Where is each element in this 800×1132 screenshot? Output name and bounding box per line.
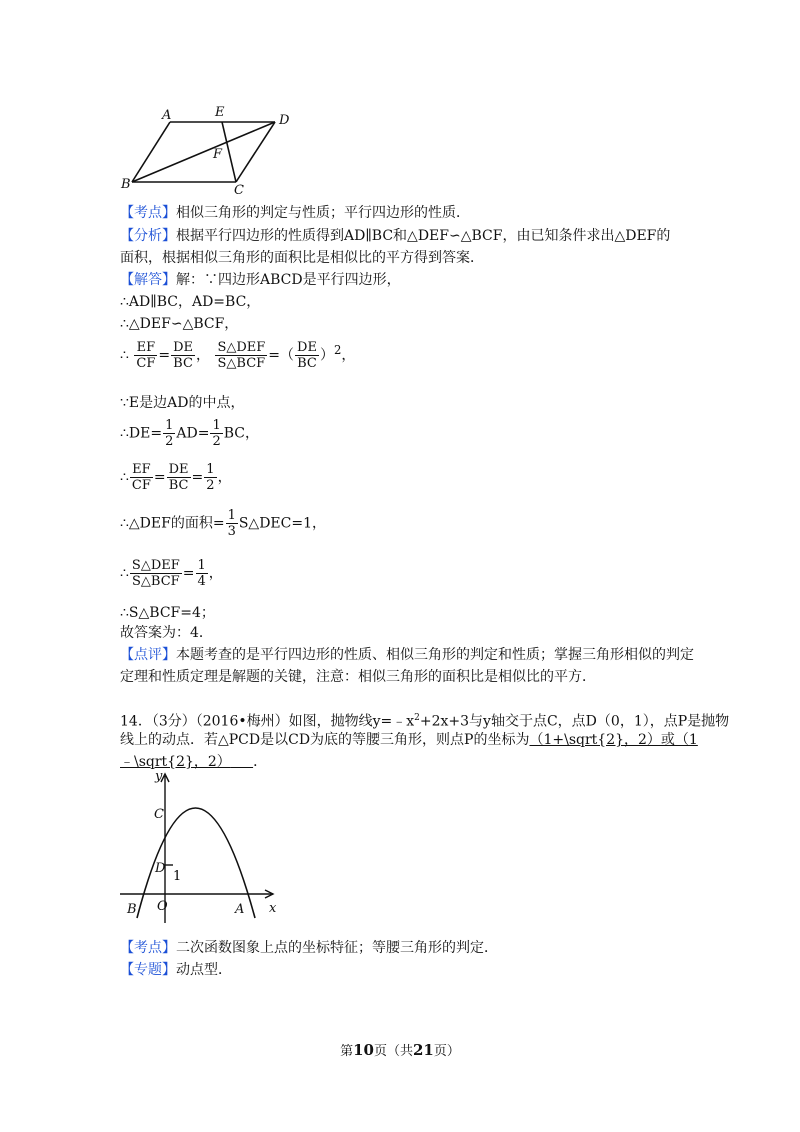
step-1: ∴AD∥BC，AD=BC， [120, 294, 261, 310]
q14-line3: ﹣\sqrt{2}，2） ． [120, 754, 268, 770]
label-B: B [121, 177, 131, 192]
page-total: 21 [413, 1041, 434, 1059]
fenxi-text1: 根据平行四边形的性质得到AD∥BC和△DEF∽△BCF，由已知条件求出△DEF的 [176, 228, 671, 244]
kaodian-tag: 【考点】 [120, 205, 176, 221]
label-A: A [162, 108, 172, 123]
label-one: 1 [173, 869, 182, 884]
frac-de-bc: $\frac{DE}{BC}$ [173, 340, 193, 372]
step-5: ∴DE= $\frac{1}{2}$ AD= $\frac{1}{2}$ BC， [120, 418, 259, 449]
q14-answer-part1: （1+\sqrt{2}，2）或（1 [529, 732, 698, 748]
kaodian-1 [120, 203, 470, 223]
frac-ef-cf: $\frac{EF}{CF}$ [136, 340, 156, 372]
dianping-line2: 定理和性质定理是解题的关键，注意：相似三角形的面积比是相似比的平方． [120, 669, 596, 685]
step-9: ∴S△BCF=4； [120, 605, 215, 621]
step-7: ∴△DEF的面积= $\frac{1}{3}$ S△DEC=1， [120, 508, 326, 539]
square-exponent: 2 [333, 343, 342, 357]
label-B: B [127, 902, 137, 917]
frac-de-bc-2: $\frac{DE}{BC}$ [297, 340, 317, 372]
q14-answer-part2: ﹣\sqrt{2}，2） [120, 754, 231, 770]
axis-label-x: x [269, 901, 277, 916]
jieda-tag: 【解答】 [120, 272, 176, 288]
answer-line: 故答案为：4． [120, 625, 213, 641]
page-footer: 第10页（共21页） [340, 1041, 460, 1059]
frac-half-1: $\frac{1}{2}$ [165, 418, 174, 449]
step-6: ∴ $\frac{EF}{CF}$ = $\frac{DE}{BC}$ = $\frac{1}{2}$ ， [120, 462, 232, 493]
frac-s-def-s-bcf: $\frac{\text{S△DEF}}{\text{S△BCF}}$ [217, 340, 266, 372]
kaodian-text: 相似三角形的判定与性质；平行四边形的性质． [176, 205, 470, 221]
jieda-line [120, 270, 401, 290]
label-C: C [154, 807, 164, 822]
label-A: A [235, 902, 245, 917]
parabola-figure [115, 768, 285, 928]
frac-third: $\frac{1}{3}$ [227, 508, 236, 539]
step-3: ∴ $\frac{EF}{CF}$ = $\frac{DE}{BC}$ ， $\frac{\text{S△DEF}}{\text{S△BCF}}$ =（ $\frac{DE}{BC}$ ）$^2$， [120, 340, 356, 372]
frac-quarter: $\frac{1}{4}$ [197, 558, 206, 589]
label-D: D [279, 113, 290, 128]
step-2: ∴△DEF∽△BCF， [120, 316, 239, 332]
page-number: 10 [353, 1041, 374, 1059]
therefore: ∴ [120, 347, 129, 364]
dianping-line1: 【点评】本题考查的是平行四边形的性质、相似三角形的判定和性质；掌握三角形相似的判定 [120, 647, 694, 663]
label-O: O [157, 899, 168, 914]
axis-label-y: y [155, 769, 163, 784]
q14-line2: 线上的动点．若△PCD是以CD为底的等腰三角形，则点P的坐标为（1+\sqrt{2}，2）或（1 [120, 732, 698, 748]
label-D: D [155, 861, 166, 876]
step-4: ∵E是边AD的中点， [120, 395, 245, 411]
q14-line1: 14．（3分）（2016•梅州）如图，抛物线$y=﹣x^2+2x+3$与y轴交于点C，点D（0，1），点P是抛物 [120, 713, 730, 730]
label-C: C [234, 183, 244, 195]
jieda-text: 解：∵四边形ABCD是平行四边形， [176, 272, 401, 288]
step-8: ∴ $\frac{\text{S△DEF}}{\text{S△BCF}}$ = $\frac{1}{4}$ ， [120, 558, 223, 589]
zhuanti: 【专题】动点型． [120, 962, 232, 978]
fenxi-tag: 【分析】 [120, 228, 176, 244]
label-F: F [213, 147, 223, 162]
parallelogram-figure [118, 100, 298, 195]
fenxi-line1 [120, 226, 670, 246]
kaodian-2: 【考点】二次函数图象上点的坐标特征；等腰三角形的判定． [120, 940, 498, 956]
label-E: E [215, 105, 225, 120]
fenxi-line2: 面积，根据相似三角形的面积比是相似比的平方得到答案． [120, 250, 484, 266]
dianping-tag: 【点评】 [120, 647, 176, 663]
frac-half-2: $\frac{1}{2}$ [212, 418, 221, 449]
